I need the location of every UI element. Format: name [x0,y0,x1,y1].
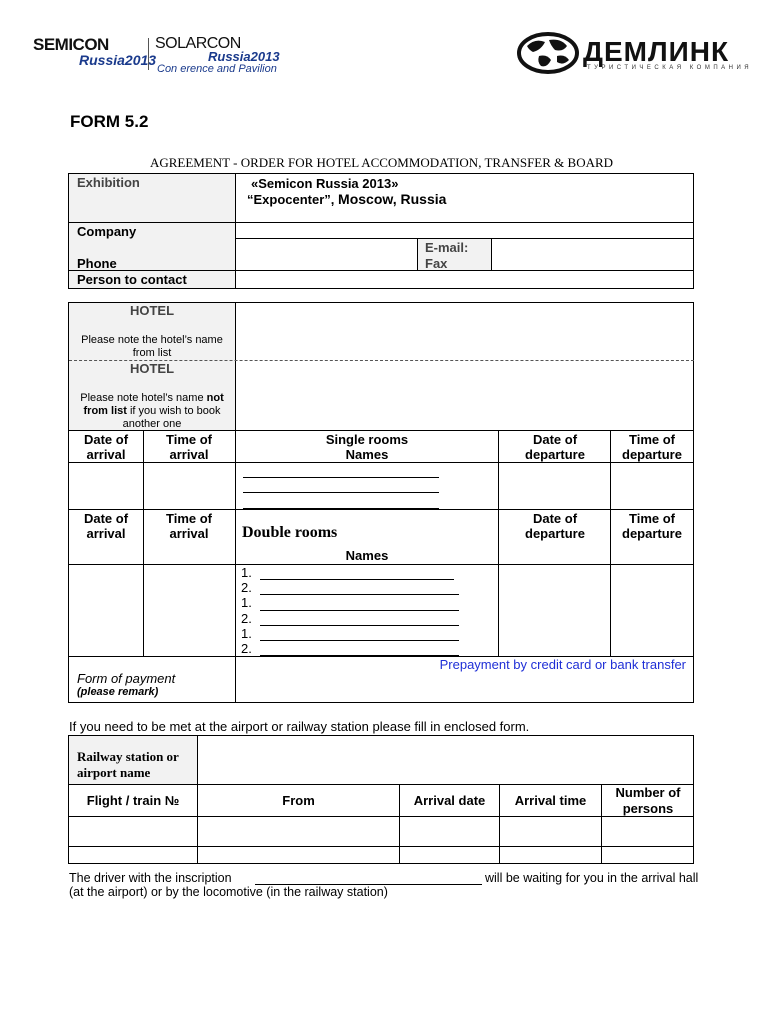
arrival-date-field[interactable] [400,817,499,863]
single-date-arrival-field[interactable] [70,463,143,509]
driver-text-c: (at the airport) or by the locomotive (in the railway station) [69,885,388,899]
list-number: 1. [241,595,252,611]
station-field[interactable] [198,737,693,784]
flight-field[interactable] [70,817,197,863]
list-item[interactable] [241,595,481,610]
double-date-arrival-field[interactable] [70,565,143,656]
double-names-header: Names [345,548,389,563]
demlink-logo [517,32,753,77]
person-field[interactable] [236,271,693,288]
logo-divider [148,38,149,70]
number-of-persons-field[interactable] [602,817,693,863]
email-label: E-mail: [425,240,469,255]
solarcon-sub: Russia2013 [208,49,280,64]
hotel2-note-b: not from list [83,392,224,417]
single-name-line[interactable] [243,508,439,509]
hotel1-title: HOTEL [129,303,175,318]
fax-field[interactable] [492,255,693,270]
list-number: 1. [241,625,252,641]
driver-text-b: will be waiting for you in the arrival hall [485,871,699,885]
list-item[interactable] [241,580,481,595]
list-number: 2. [241,580,252,596]
single-time-arrival-header: Time of arrival [166,432,212,462]
prepayment-text: Prepayment by credit card or bank transfer [439,657,686,672]
list-item[interactable] [241,626,481,641]
exhibition-venue [247,191,446,207]
list-item[interactable] [241,565,481,580]
list-number: 2. [241,610,252,626]
agreement-title: AGREEMENT - ORDER FOR HOTEL ACCOMMODATION, TRANSFER & BOARD [149,155,614,170]
exhibition-label: Exhibition [77,175,140,190]
arrival-time-header: Arrival time [514,793,587,808]
single-name-line[interactable] [243,477,439,478]
exhibition-name: «Semicon Russia 2013» [251,176,399,191]
phone-label: Phone [77,256,117,271]
single-date-departure-field[interactable] [499,463,610,509]
single-date-departure-header: Date of departure [525,432,585,462]
hotel2-note-a: Please note hotel’s name [80,392,204,404]
form-title: FORM 5.2 [70,112,149,131]
double-date-departure-header: Date of departure [525,511,585,541]
solarcon-logo [155,35,295,77]
globe-icon [517,32,579,74]
company-label: Company [77,224,137,239]
list-item[interactable] [241,611,481,626]
agency-tagline: ТУРИСТИЧЕСКАЯ КОМПАНИЯ [587,65,753,71]
driver-text-a: The driver with the inscription [69,871,232,885]
list-item[interactable] [241,641,481,656]
fax-label: Fax [425,256,448,271]
hotel2-note-c: if you wish to book another one [122,405,221,430]
from-header: From [282,793,315,808]
single-date-arrival-header: Date of arrival [83,432,129,462]
hotel2-title: HOTEL [129,361,175,376]
double-time-arrival-field[interactable] [144,565,235,656]
hotel1-note: Please note the hotel’s name from list [81,334,223,359]
station-label: Railway station or airport name [77,749,179,780]
flight-train-header: Flight / train № [86,793,180,808]
number-of-persons-header: Number of persons [615,785,681,816]
double-rooms-header: Double rooms [242,524,338,541]
list-number: 1. [241,565,252,580]
exhibition-venue-b: Moscow, Russia [338,191,447,207]
exhibition-venue-a: “Expocenter”, [247,192,339,207]
single-time-arrival-field[interactable] [144,463,235,509]
agency-name: ДЕМЛИНК [583,36,730,67]
semicon-sub: Russia2013 [79,52,157,68]
from-field[interactable] [198,817,399,863]
arrival-date-header: Arrival date [413,793,486,808]
hotel-not-from-list-field[interactable] [236,361,693,429]
double-date-arrival-header: Date of arrival [83,511,129,541]
double-time-departure-header: Time of departure [622,511,682,541]
form-of-payment-label: Form of payment [77,671,176,686]
single-rooms-header: Single rooms [325,432,409,447]
hotel2-note [74,392,230,431]
double-time-departure-field[interactable] [611,565,693,656]
single-name-line[interactable] [243,492,439,493]
double-date-departure-field[interactable] [499,565,610,656]
list-number: 2. [241,641,252,657]
email-field[interactable] [492,239,693,254]
please-remark-label: (please remark) [77,686,159,698]
double-names-list [241,565,481,656]
single-time-departure-header: Time of departure [622,432,682,462]
double-time-arrival-header: Time of arrival [166,511,212,541]
person-label: Person to contact [77,272,187,287]
single-time-departure-field[interactable] [611,463,693,509]
arrival-time-field[interactable] [500,817,601,863]
semicon-brand: SEMICON [33,35,109,54]
solarcon-brand: SOLARCON [155,35,241,52]
transfer-intro: If you need to be met at the airport or railway station please fill in enclosed form. [69,719,530,734]
hotel-from-list-field[interactable] [236,303,693,359]
single-names-header: Names [345,447,389,462]
semicon-logo [33,35,157,75]
phone-field[interactable] [236,239,416,270]
solarcon-tagline: Con erence and Pavilion [157,63,277,75]
company-field[interactable] [236,223,693,237]
